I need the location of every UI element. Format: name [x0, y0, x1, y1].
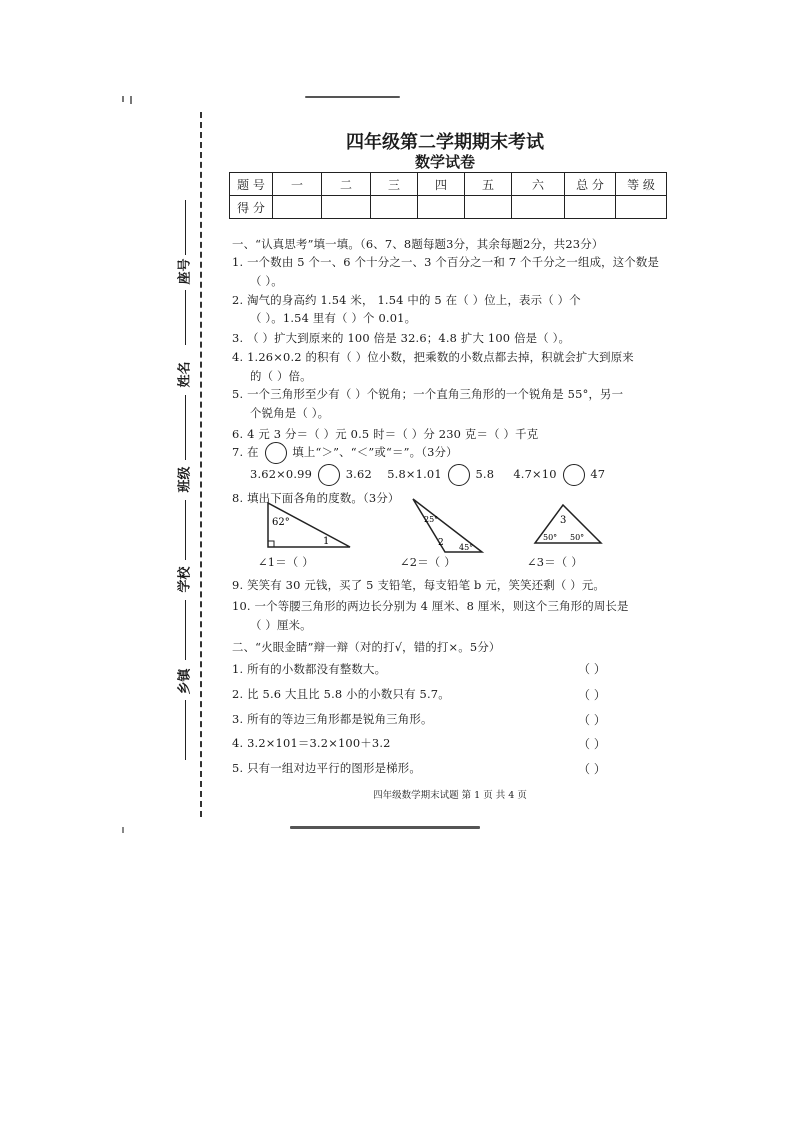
angle-2-answer: ∠2＝（ ） — [400, 555, 456, 569]
triangle-2-mark: 2 — [438, 538, 444, 548]
question-line: 的（ ）倍。 — [250, 369, 312, 383]
score-header-cell: 四 — [418, 173, 465, 196]
exam-subtitle: 数学试卷 — [414, 153, 475, 171]
side-line-name — [185, 395, 186, 460]
compare-right: 47 — [590, 467, 606, 481]
section-1-heading: 一、“认真思考”填一填。（6、7、8题每题3分，其余每题2分，共23分） — [232, 237, 604, 251]
question-line: 1. 一个数由 5 个一、6 个十分之一、3 个百分之一和 7 个千分之一组成，这个数是 — [232, 255, 660, 269]
score-header-cell: 总 分 — [565, 173, 616, 196]
judge-item: 3. 所有的等边三角形都是锐角三角形。 — [232, 712, 433, 726]
side-field-name: 姓名 — [177, 361, 193, 388]
side-line-seat — [185, 200, 186, 255]
judge-item: 2. 比 5.6 大且比 5.8 小的小数只有 5.7。 — [232, 687, 450, 701]
exam-title: 四年级第二学期期末考试 — [346, 132, 544, 153]
question-7-prefix: 7. 在 — [232, 445, 259, 459]
compare-left: 3.62×0.99 — [250, 467, 313, 481]
score-table-header-row — [230, 173, 667, 196]
compare-right: 5.8 — [475, 467, 495, 481]
side-field-class: 班级 — [177, 466, 193, 493]
score-header-cell: 一 — [273, 173, 322, 196]
scan-mark — [130, 96, 132, 104]
score-cell[interactable] — [322, 196, 371, 219]
triangle-2-given-top: 25° — [424, 515, 439, 524]
side-line-seat-lower — [185, 290, 186, 345]
question-7-items — [250, 464, 605, 486]
side-field-school: 学校 — [177, 566, 193, 593]
scan-mark — [122, 96, 124, 102]
score-header-cell: 题 号 — [230, 173, 273, 196]
judge-item: 4. 3.2×101＝3.2×100＋3.2 — [232, 736, 391, 750]
score-cell[interactable] — [616, 196, 667, 219]
score-cell[interactable] — [418, 196, 465, 219]
score-row-label: 得 分 — [230, 196, 273, 219]
side-field-seat: 座号 — [177, 258, 193, 285]
question-line: 3. （ ）扩大到原来的 100 倍是 32.6；4.8 扩大 100 倍是（ ）。 — [232, 331, 571, 345]
question-line: 6. 4 元 3 分＝（ ）元 0.5 时＝（ ）分 230 克＝（ ）千克 — [232, 427, 539, 441]
question-8: 8. 填出下面各角的度数。（3分） — [232, 491, 400, 505]
question-line: （ ）。 — [250, 274, 283, 288]
score-table-score-row — [230, 196, 667, 219]
question-9: 9. 笑笑有 30 元钱，买了 5 支铅笔，每支铅笔 b 元，笑笑还剩（ ）元。 — [232, 578, 606, 592]
question-line: 5. 一个三角形至少有（ ）个锐角；一个直角三角形的一个锐角是 55°，另一 — [232, 387, 624, 401]
question-10-line-2: （ ）厘米。 — [250, 618, 312, 632]
judge-item: 1. 所有的小数都没有整数大。 — [232, 662, 387, 676]
side-line-school — [185, 600, 186, 660]
score-cell[interactable] — [512, 196, 565, 219]
judge-answer-box[interactable]: （ ） — [578, 688, 606, 702]
compare-left: 5.8×1.01 — [387, 467, 442, 481]
judge-answer-box[interactable]: （ ） — [578, 713, 606, 727]
score-header-cell: 六 — [512, 173, 565, 196]
triangle-3-given-left: 50° — [543, 533, 558, 542]
triangle-1-given-angle: 62° — [272, 517, 290, 528]
score-header-cell: 三 — [371, 173, 418, 196]
triangle-3-mark: 3 — [560, 515, 567, 526]
compare-circle[interactable] — [318, 464, 340, 486]
score-cell[interactable] — [465, 196, 512, 219]
triangle-1-mark: 1 — [323, 536, 330, 547]
page-footer: 四年级数学期末试题 第 1 页 共 4 页 — [373, 790, 527, 801]
judge-item: 5. 只有一组对边平行的图形是梯形。 — [232, 761, 421, 775]
scan-mark — [122, 827, 124, 833]
question-line: 2. 淘气的身高约 1.54 米， 1.54 中的 5 在（ ）位上，表示（ ）个 — [232, 293, 581, 307]
judge-answer-box[interactable]: （ ） — [578, 762, 606, 776]
question-line: （ ）。1.54 里有（ ）个 0.01。 — [250, 311, 417, 325]
angle-1-answer: ∠1＝（ ） — [258, 555, 314, 569]
question-7 — [232, 442, 458, 464]
blank-circle-icon — [265, 442, 287, 464]
score-table — [229, 172, 667, 219]
scan-bottom-line — [290, 826, 480, 829]
triangle-2-given-right: 45° — [459, 543, 474, 552]
score-header-cell: 二 — [322, 173, 371, 196]
triangle-3-given-right: 50° — [570, 533, 585, 542]
judge-answer-box[interactable]: （ ） — [578, 662, 606, 676]
scan-top-line — [305, 96, 400, 98]
question-10-line-1: 10. 一个等腰三角形的两边长分别为 4 厘米、8 厘米，则这个三角形的周长是 — [232, 599, 629, 613]
compare-circle[interactable] — [563, 464, 585, 486]
right-angle-mark — [268, 541, 274, 547]
compare-circle[interactable] — [448, 464, 470, 486]
side-line-class — [185, 500, 186, 560]
binding-dashed-line — [200, 112, 202, 817]
compare-right: 3.62 — [345, 467, 372, 481]
side-field-town: 乡镇 — [177, 668, 193, 695]
question-line: 4. 1.26×0.2 的积有（ ）位小数，把乘数的小数点都去掉，积就会扩大到原来 — [232, 350, 634, 364]
section-2-heading: 二、“火眼金睛”辩一辩（对的打√，错的打×。5分） — [232, 640, 501, 654]
score-cell[interactable] — [565, 196, 616, 219]
judge-answer-box[interactable]: （ ） — [578, 737, 606, 751]
score-header-cell: 等 级 — [616, 173, 667, 196]
compare-left: 4.7×10 — [513, 467, 557, 481]
score-header-cell: 五 — [465, 173, 512, 196]
score-cell[interactable] — [273, 196, 322, 219]
question-7-instruction: 填上“＞”、“＜”或“＝”。（3分） — [292, 445, 458, 459]
score-cell[interactable] — [371, 196, 418, 219]
angle-3-answer: ∠3＝（ ） — [527, 555, 583, 569]
question-line: 个锐角是（ ）。 — [250, 406, 330, 420]
side-line-town — [185, 700, 186, 760]
